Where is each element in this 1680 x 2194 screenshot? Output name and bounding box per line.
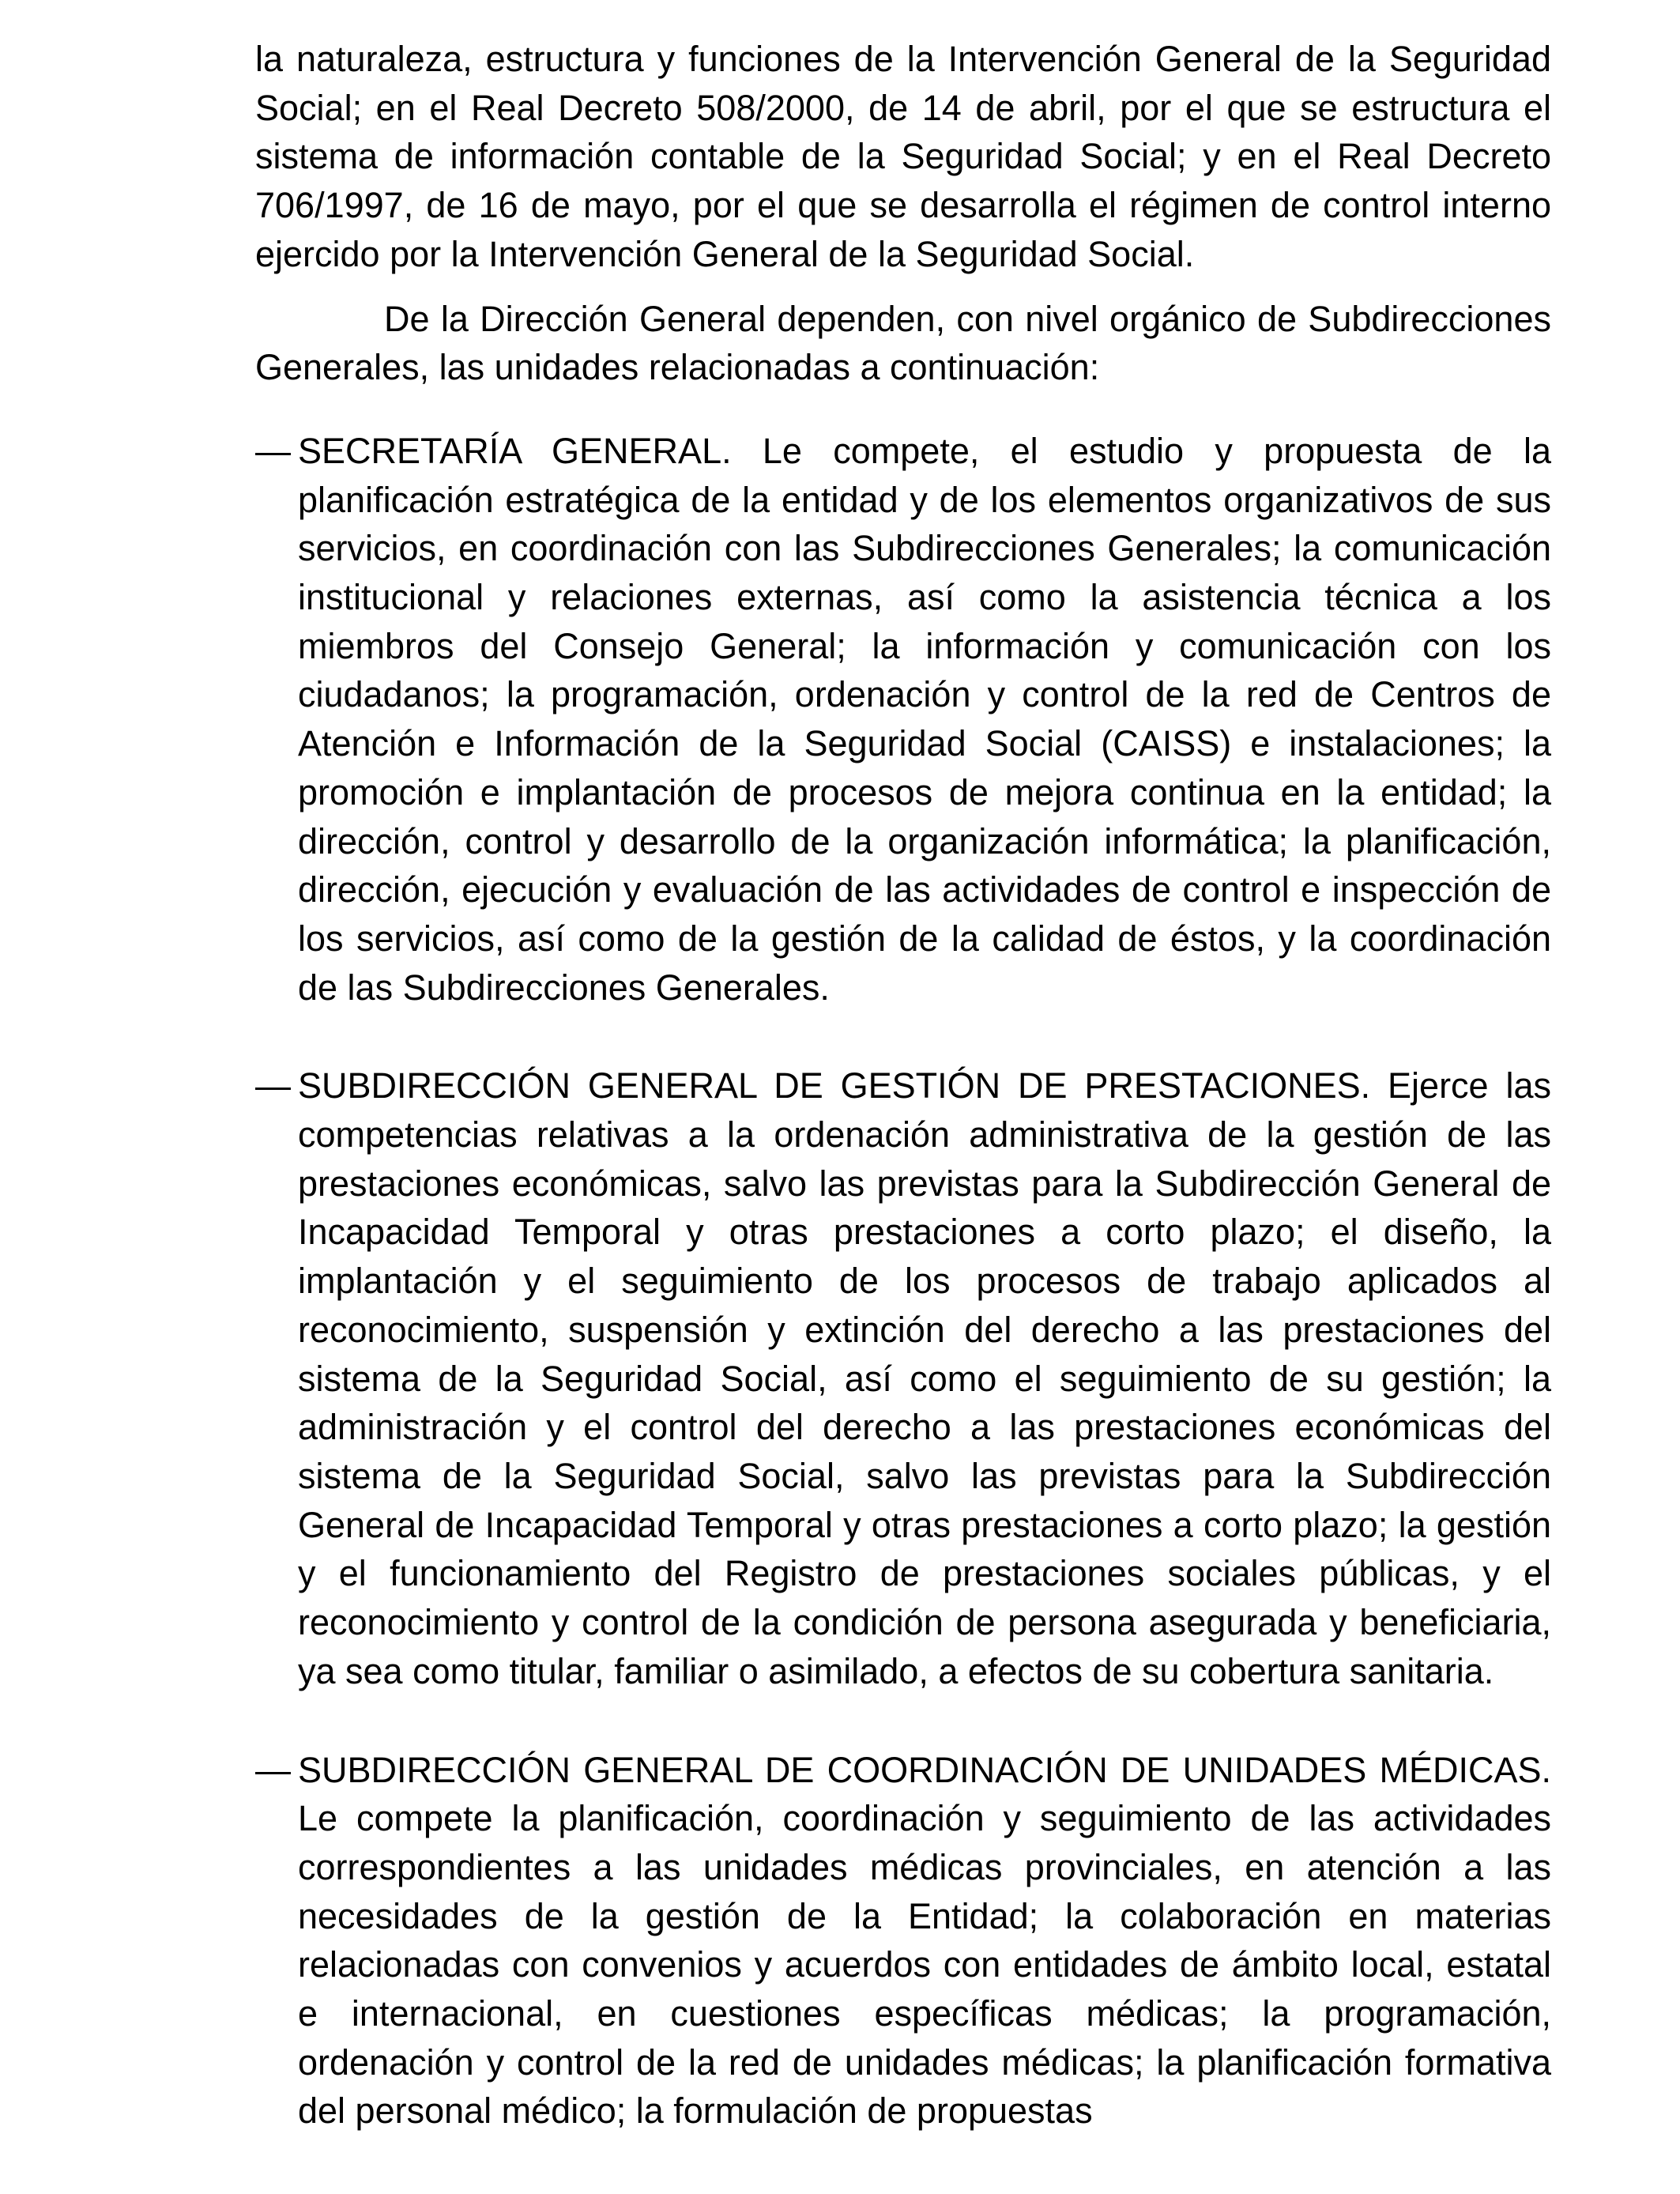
list-item-secretaria-general bbox=[255, 427, 1551, 1012]
em-dash: — bbox=[255, 1749, 291, 1790]
intro-paragraph: la naturaleza, estructura y funciones de la Intervención General de la Seguridad Social; en el Real Decreto 508/2000, de 14 de abril, por el que se estructura el sistema de información contable de la Seguridad Social; y en el Real Decreto 706/1997, de 16 de mayo, por el que se desarrolla el régimen de control interno ejercido por la Intervención General de la Seguridad Social. bbox=[255, 39, 1551, 274]
list-item-text: SUBDIRECCIÓN GENERAL DE GESTIÓN DE PRESTACIONES. Ejerce las competencias relativas a la ordenación administrativa de la gestión de las prestaciones económicas, salvo las previstas para la Subdirección General de Incapacidad Temporal y otras prestaciones a corto plazo; el diseño, la implantación y el seguimiento de los procesos de trabajo aplicados al reconocimiento, suspensión y extinción del derecho a las prestaciones del sistema de la Seguridad Social, así como el seguimiento de su gestión; la administración y el control del derecho a las prestaciones económicas del sistema de la Seguridad Social, salvo las previstas para la Subdirección General de Incapacidad Temporal y otras prestaciones a corto plazo; la gestión y el funcionamiento del Registro de prestaciones sociales públicas, y el reconocimiento y control de la condición de persona asegurada y beneficiaria, ya sea como titular, familiar o asimilado, a efectos de su cobertura sanitaria. bbox=[298, 1065, 1551, 1691]
list-item-text: SUBDIRECCIÓN GENERAL DE COORDINACIÓN DE UNIDADES MÉDICAS. Le compete la planificación, coordinación y seguimiento de las actividades correspondientes a las unidades médicas provinciales, en atención a las necesidades de la gestión de la Entidad; la colaboración en materias relacionadas con convenios y acuerdos con entidades de ámbito local, estatal e internacional, en cuestiones específicas médicas; la programación, ordenación y control de la red de unidades médicas; la planificación formativa del personal médico; la formulación de propuestas bbox=[298, 1749, 1551, 2132]
em-dash: — bbox=[255, 430, 291, 471]
list-item-gestion-prestaciones bbox=[255, 1061, 1551, 1695]
list-item-unidades-medicas bbox=[255, 1746, 1551, 2136]
list-item-text: SECRETARÍA GENERAL. Le compete, el estudio y propuesta de la planificación estratégica de la entidad y de los elementos organizativos de sus servicios, en coordinación con las Subdirecciones Generales; la comunicación institucional y relaciones externas, así como la asistencia técnica a los miembros del Consejo General; la información y comunicación con los ciudadanos; la programación, ordenación y control de la red de Centros de Atención e Información de la Seguridad Social (CAISS) e instalaciones; la promoción e implantación de procesos de mejora continua en la entidad; la dirección, control y desarrollo de la organización informática; la planificación, dirección, ejecución y evaluación de las actividades de control e inspección de los servicios, así como de la gestión de la calidad de éstos, y la coordinación de las Subdirecciones Generales. bbox=[298, 430, 1551, 1008]
lead-paragraph: De la Dirección General dependen, con nivel orgánico de Subdirecciones Generales, las unidades relacionadas a continuación: bbox=[255, 298, 1551, 388]
em-dash: — bbox=[255, 1065, 291, 1106]
document-page bbox=[255, 35, 1551, 2185]
